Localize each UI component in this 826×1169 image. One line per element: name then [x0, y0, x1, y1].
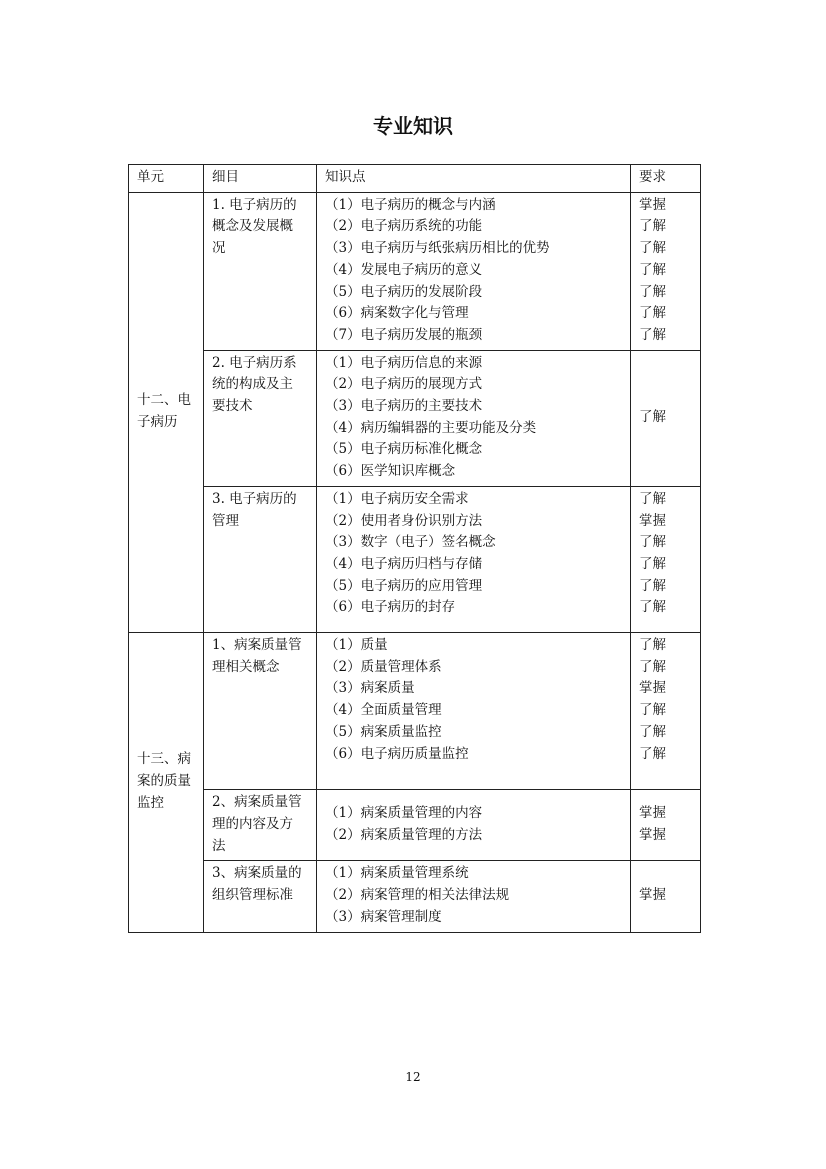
detail-line: 2、病案质量管: [212, 794, 302, 811]
knowledge-point: （3）电子病历的主要技术: [325, 398, 483, 415]
detail-line: 3、病案质量的: [212, 865, 302, 882]
knowledge-point: （6）医学知识库概念: [325, 463, 456, 480]
requirement-value: 掌握: [639, 805, 666, 822]
knowledge-point: （5）电子病历标准化概念: [325, 441, 483, 458]
knowledge-point: （4）病历编辑器的主要功能及分类: [325, 419, 537, 436]
requirement-value: 了解: [639, 637, 666, 654]
knowledge-point: （3）数字（电子）签名概念: [325, 534, 496, 551]
requirement-value: 掌握: [639, 826, 666, 843]
requirement-value: 了解: [639, 490, 666, 507]
requirement-cell: [631, 790, 701, 861]
table-row: [129, 790, 701, 861]
syllabus-table: [128, 164, 701, 933]
knowledge-point: （6）病案数字化与管理: [325, 305, 469, 322]
unit-cell: [129, 192, 204, 632]
page-number: 12: [405, 1070, 421, 1084]
requirement-cell: [631, 350, 701, 486]
knowledge-point: （1）电子病历的概念与内涵: [325, 196, 496, 213]
unit-line: 案的质量: [137, 772, 191, 789]
requirement-value: 了解: [639, 599, 666, 616]
table-row: [129, 486, 701, 632]
header-points: 知识点: [317, 165, 631, 193]
knowledge-point: （2）电子病历系统的功能: [325, 218, 483, 235]
knowledge-point: （6）电子病历质量监控: [325, 745, 469, 762]
unit-line: 监控: [137, 794, 164, 811]
knowledge-point: （2）病案管理的相关法律法规: [325, 887, 510, 904]
requirement-value: 了解: [639, 723, 666, 740]
header-requirement: 要求: [631, 165, 701, 193]
detail-line: 2. 电子病历系: [212, 354, 297, 371]
table-row: [129, 192, 701, 350]
requirement-cell: [631, 633, 701, 790]
requirement-value: 了解: [639, 326, 666, 343]
knowledge-point: （1）电子病历信息的来源: [325, 354, 483, 371]
detail-line: 1、病案质量管: [212, 637, 302, 654]
detail-cell: [204, 861, 317, 932]
requirement-value: 了解: [639, 283, 666, 300]
requirement-value: 了解: [639, 240, 666, 257]
requirement-value: 了解: [639, 218, 666, 235]
knowledge-point: （1）质量: [325, 637, 388, 654]
detail-cell: [204, 486, 317, 632]
requirement-cell: [631, 486, 701, 632]
detail-line: 管理: [212, 512, 239, 529]
detail-cell: [204, 633, 317, 790]
knowledge-point: （2）质量管理体系: [325, 658, 442, 675]
detail-line: 3. 电子病历的: [212, 490, 297, 507]
points-cell: [317, 861, 631, 932]
detail-line: 法: [212, 837, 226, 854]
knowledge-point: （6）电子病历的封存: [325, 599, 456, 616]
requirement-value: 掌握: [639, 680, 666, 697]
header-detail: 细目: [204, 165, 317, 193]
requirement-value: 了解: [639, 702, 666, 719]
table-row: [129, 350, 701, 486]
points-cell: [317, 350, 631, 486]
detail-line: 组织管理标准: [212, 887, 293, 904]
requirement-value: 了解: [639, 658, 666, 675]
requirement-value: 了解: [639, 745, 666, 762]
requirement-value: 了解: [639, 408, 666, 425]
knowledge-point: （1）病案质量管理的内容: [325, 805, 483, 822]
requirement-value: 掌握: [639, 887, 666, 904]
detail-line: 概念及发展概: [212, 218, 293, 235]
requirement-value: 掌握: [639, 512, 666, 529]
knowledge-point: （3）病案管理制度: [325, 908, 442, 925]
points-cell: [317, 790, 631, 861]
detail-line: 统的构成及主: [212, 376, 293, 393]
knowledge-point: （7）电子病历发展的瓶颈: [325, 326, 483, 343]
detail-line: 况: [212, 240, 226, 257]
requirement-value: 了解: [639, 534, 666, 551]
detail-line: 要技术: [212, 398, 253, 415]
knowledge-point: （5）电子病历的发展阶段: [325, 283, 483, 300]
knowledge-point: （5）电子病历的应用管理: [325, 577, 483, 594]
knowledge-point: （2）病案质量管理的方法: [325, 826, 483, 843]
knowledge-point: （4）全面质量管理: [325, 702, 442, 719]
requirement-value: 掌握: [639, 196, 666, 213]
unit-cell: [129, 633, 204, 932]
page-title: 专业知识: [373, 114, 453, 138]
detail-line: 理相关概念: [212, 658, 280, 675]
knowledge-point: （2）电子病历的展现方式: [325, 376, 483, 393]
knowledge-point: （3）电子病历与纸张病历相比的优势: [325, 240, 550, 257]
table-row: [129, 861, 701, 932]
detail-line: 理的内容及方: [212, 815, 293, 832]
table-row: [129, 633, 701, 790]
knowledge-point: （2）使用者身份识别方法: [325, 512, 483, 529]
knowledge-point: （3）病案质量: [325, 680, 415, 697]
points-cell: [317, 192, 631, 350]
header-row: [129, 165, 701, 193]
requirement-cell: [631, 192, 701, 350]
header-unit: 单元: [129, 165, 204, 193]
knowledge-point: （1）病案质量管理系统: [325, 865, 469, 882]
requirement-value: 了解: [639, 261, 666, 278]
knowledge-point: （5）病案质量监控: [325, 723, 442, 740]
detail-cell: [204, 790, 317, 861]
knowledge-point: （4）发展电子病历的意义: [325, 261, 483, 278]
unit-line: 十二、电: [137, 392, 191, 409]
detail-line: 1. 电子病历的: [212, 196, 297, 213]
points-cell: [317, 633, 631, 790]
knowledge-point: （4）电子病历归档与存储: [325, 555, 483, 572]
knowledge-point: （1）电子病历安全需求: [325, 490, 469, 507]
detail-cell: [204, 350, 317, 486]
unit-line: 十三、病: [137, 751, 191, 768]
requirement-value: 了解: [639, 555, 666, 572]
requirement-value: 了解: [639, 577, 666, 594]
detail-cell: [204, 192, 317, 350]
unit-line: 子病历: [137, 413, 178, 430]
points-cell: [317, 486, 631, 632]
requirement-value: 了解: [639, 305, 666, 322]
requirement-cell: [631, 861, 701, 932]
